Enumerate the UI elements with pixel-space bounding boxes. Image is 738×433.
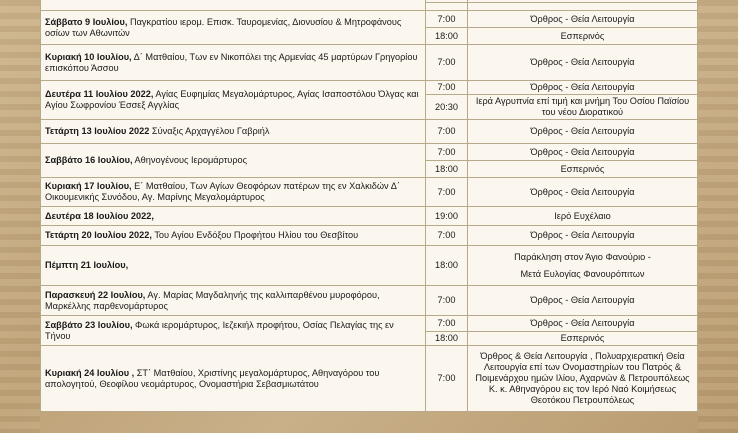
day-cell	[41, 316, 426, 346]
day-cell	[41, 0, 426, 11]
day-description: Αθηνογένους Ιερομάρτυρος	[132, 155, 248, 165]
service-time: 18:00	[426, 246, 468, 286]
service-time: 7:00	[426, 11, 468, 28]
service-time: 7:00	[426, 316, 468, 332]
schedule-row	[41, 120, 698, 144]
parchment-border-right	[698, 0, 738, 433]
service-time: 18:00	[426, 332, 468, 346]
service-time: 7:00	[426, 346, 468, 412]
service-name: Όρθρος - Θεία Λειτουργία	[468, 144, 698, 161]
day-description: Ε΄ Ματθαίου, Των Αγίων Θεοφόρων πατέρων της εν Χαλκιδών Δ΄ Οικουμενικής Συνόδου, Αγ. Μαρίνης Μεγαλομάρτυρος	[45, 181, 400, 202]
service-name: Παράκληση στον Άγιο Φανούριο - Μετά Ευλογίας Φανουρόπιτων	[468, 246, 698, 286]
schedule-row	[41, 178, 698, 207]
day-cell	[41, 246, 426, 286]
day-description: ΣΤ΄ Ματθαίου, Χριστίνης μεγαλομάρτυρος, Αθηναγόρου του απολογητού, Θεοφίλου νεομάρτυρος, Ονομαστήρια Σεβασμιωτάτου	[45, 367, 380, 389]
schedule-row	[41, 81, 698, 95]
day-cell	[41, 346, 426, 412]
service-name	[468, 3, 698, 11]
service-name: Όρθρος - Θεία Λειτουργία	[468, 286, 698, 316]
day-cell	[41, 81, 426, 120]
day-date: Σαββάτο 23 Ιουλίου,	[45, 319, 133, 330]
service-name: Όρθρος - Θεία Λειτουργία	[468, 45, 698, 81]
day-date: Τετάρτη 13 Ιουλίου 2022	[45, 126, 150, 136]
day-date: Δευτέρα 18 Ιουλίου 2022,	[45, 210, 154, 221]
day-description: Αγ. Μαρίας Μαγδαληνής της καλλιπαρθένου μυροφόρου, Μαρκέλλης παρθενομάρτυρος	[45, 289, 380, 311]
schedule-row	[41, 226, 698, 246]
service-time: 18:00	[426, 161, 468, 178]
schedule-row	[41, 11, 698, 28]
schedule-row	[41, 45, 698, 81]
service-name: Όρθρος - Θεία Λειτουργία	[468, 316, 698, 332]
day-date: Τετάρτη 20 Ιουλίου 2022,	[45, 230, 152, 240]
service-time: 18:00	[426, 28, 468, 45]
day-date: Δευτέρα 11 Ιουλίου 2022,	[45, 89, 154, 99]
service-name: Εσπερινός	[468, 28, 698, 45]
day-cell	[41, 120, 426, 144]
service-name: Εσπερινός	[468, 332, 698, 346]
day-date: Παρασκευή 22 Ιουλίου,	[45, 289, 146, 300]
service-name: Ιερά Αγρυπνία επί τιμή και μνήμη Του Οσίου Παϊσίου του νέου Διορατικού	[468, 95, 698, 120]
service-time: 7:00	[426, 178, 468, 207]
service-name: Όρθρος - Θεία Λειτουργία	[468, 120, 698, 144]
schedule-row	[41, 286, 698, 316]
schedule-row	[41, 346, 698, 412]
day-cell	[41, 226, 426, 246]
day-cell	[41, 144, 426, 178]
service-name: Όρθρος - Θεία Λειτουργία	[468, 178, 698, 207]
service-time: 7:00	[426, 81, 468, 95]
day-date: Κυριακή 17 Ιουλίου,	[45, 181, 132, 191]
day-cell	[41, 178, 426, 207]
day-cell	[41, 45, 426, 81]
schedule-row	[41, 246, 698, 286]
day-date: Κυριακή 24 Ιουλίου ,	[45, 367, 135, 378]
day-date: Σάββατο 9 Ιουλίου,	[45, 16, 128, 27]
day-cell	[41, 286, 426, 316]
day-description: Αγίας Ευφημίας Μεγαλομάρτυρος, Αγίας Ισαποστόλου Όλγας και Αγίου Σωφρονίου Έσσεξ Αγγλίας	[45, 89, 419, 110]
day-description: Σύναξις Αρχαγγέλου Γαβριήλ	[149, 126, 270, 136]
schedule-row	[41, 316, 698, 332]
schedule-row	[41, 144, 698, 161]
schedule-row	[41, 207, 698, 226]
service-name: Όρθρος - Θεία Λειτουργία	[468, 226, 698, 246]
day-date: Κυριακή 10 Ιουλίου,	[45, 51, 132, 62]
service-name: Ιερό Ευχέλαιο	[468, 207, 698, 226]
service-time: 7:00	[426, 226, 468, 246]
day-description: Παγκρατίου ιερομ. Επισκ. Ταυρομενίας, Διονυσίου & Μητροφάνους οσίων των Αθωνιτών	[45, 16, 402, 38]
service-name: Όρθρος - Θεία Λειτουργία	[468, 11, 698, 28]
service-time: 19:00	[426, 207, 468, 226]
service-name: Όρθρος - Θεία Λειτουργία	[468, 81, 698, 95]
service-name: Όρθρος & Θεία Λειτουργία , Πολυαρχιερατική Θεία Λειτουργία επί των Ονομαστηρίων του Πατρός & Ποιμενάρχου ημών Ιλίου, Αχαρνών & Πετρουπόλεως Κ. κ. Αθηναγόρου εις τον Ιερό Ναό Κοιμήσεως Θεοτόκου Πετρουπόλεως	[468, 346, 698, 412]
service-time	[426, 3, 468, 11]
day-description: Φωκά ιερομάρτυρος, Ιεζεκιήλ προφήτου, Οσίας Πελαγίας της εν Τήνου	[45, 319, 394, 341]
day-description: Δ΄ Ματθαίου, Των εν Νικοπόλει της Αρμενίας 45 μαρτύρων Γρηγορίου επισκόπου Άσσου	[45, 51, 418, 73]
service-time: 7:00	[426, 144, 468, 161]
parchment-border-left	[0, 0, 40, 433]
service-time: 7:00	[426, 45, 468, 81]
services-schedule-table	[40, 0, 698, 412]
day-cell	[41, 11, 426, 45]
service-name: Εσπερινός	[468, 161, 698, 178]
day-description: Του Αγίου Ενδόξου Προφήτου Ηλίου του Θεσβίτου	[151, 230, 359, 240]
service-time: 7:00	[426, 286, 468, 316]
service-time: 20:30	[426, 95, 468, 120]
day-cell	[41, 207, 426, 226]
day-date: Σαββάτο 16 Ιουλίου,	[45, 155, 133, 165]
day-date: Πέμπτη 21 Ιουλίου,	[45, 260, 129, 270]
service-time: 7:00	[426, 120, 468, 144]
